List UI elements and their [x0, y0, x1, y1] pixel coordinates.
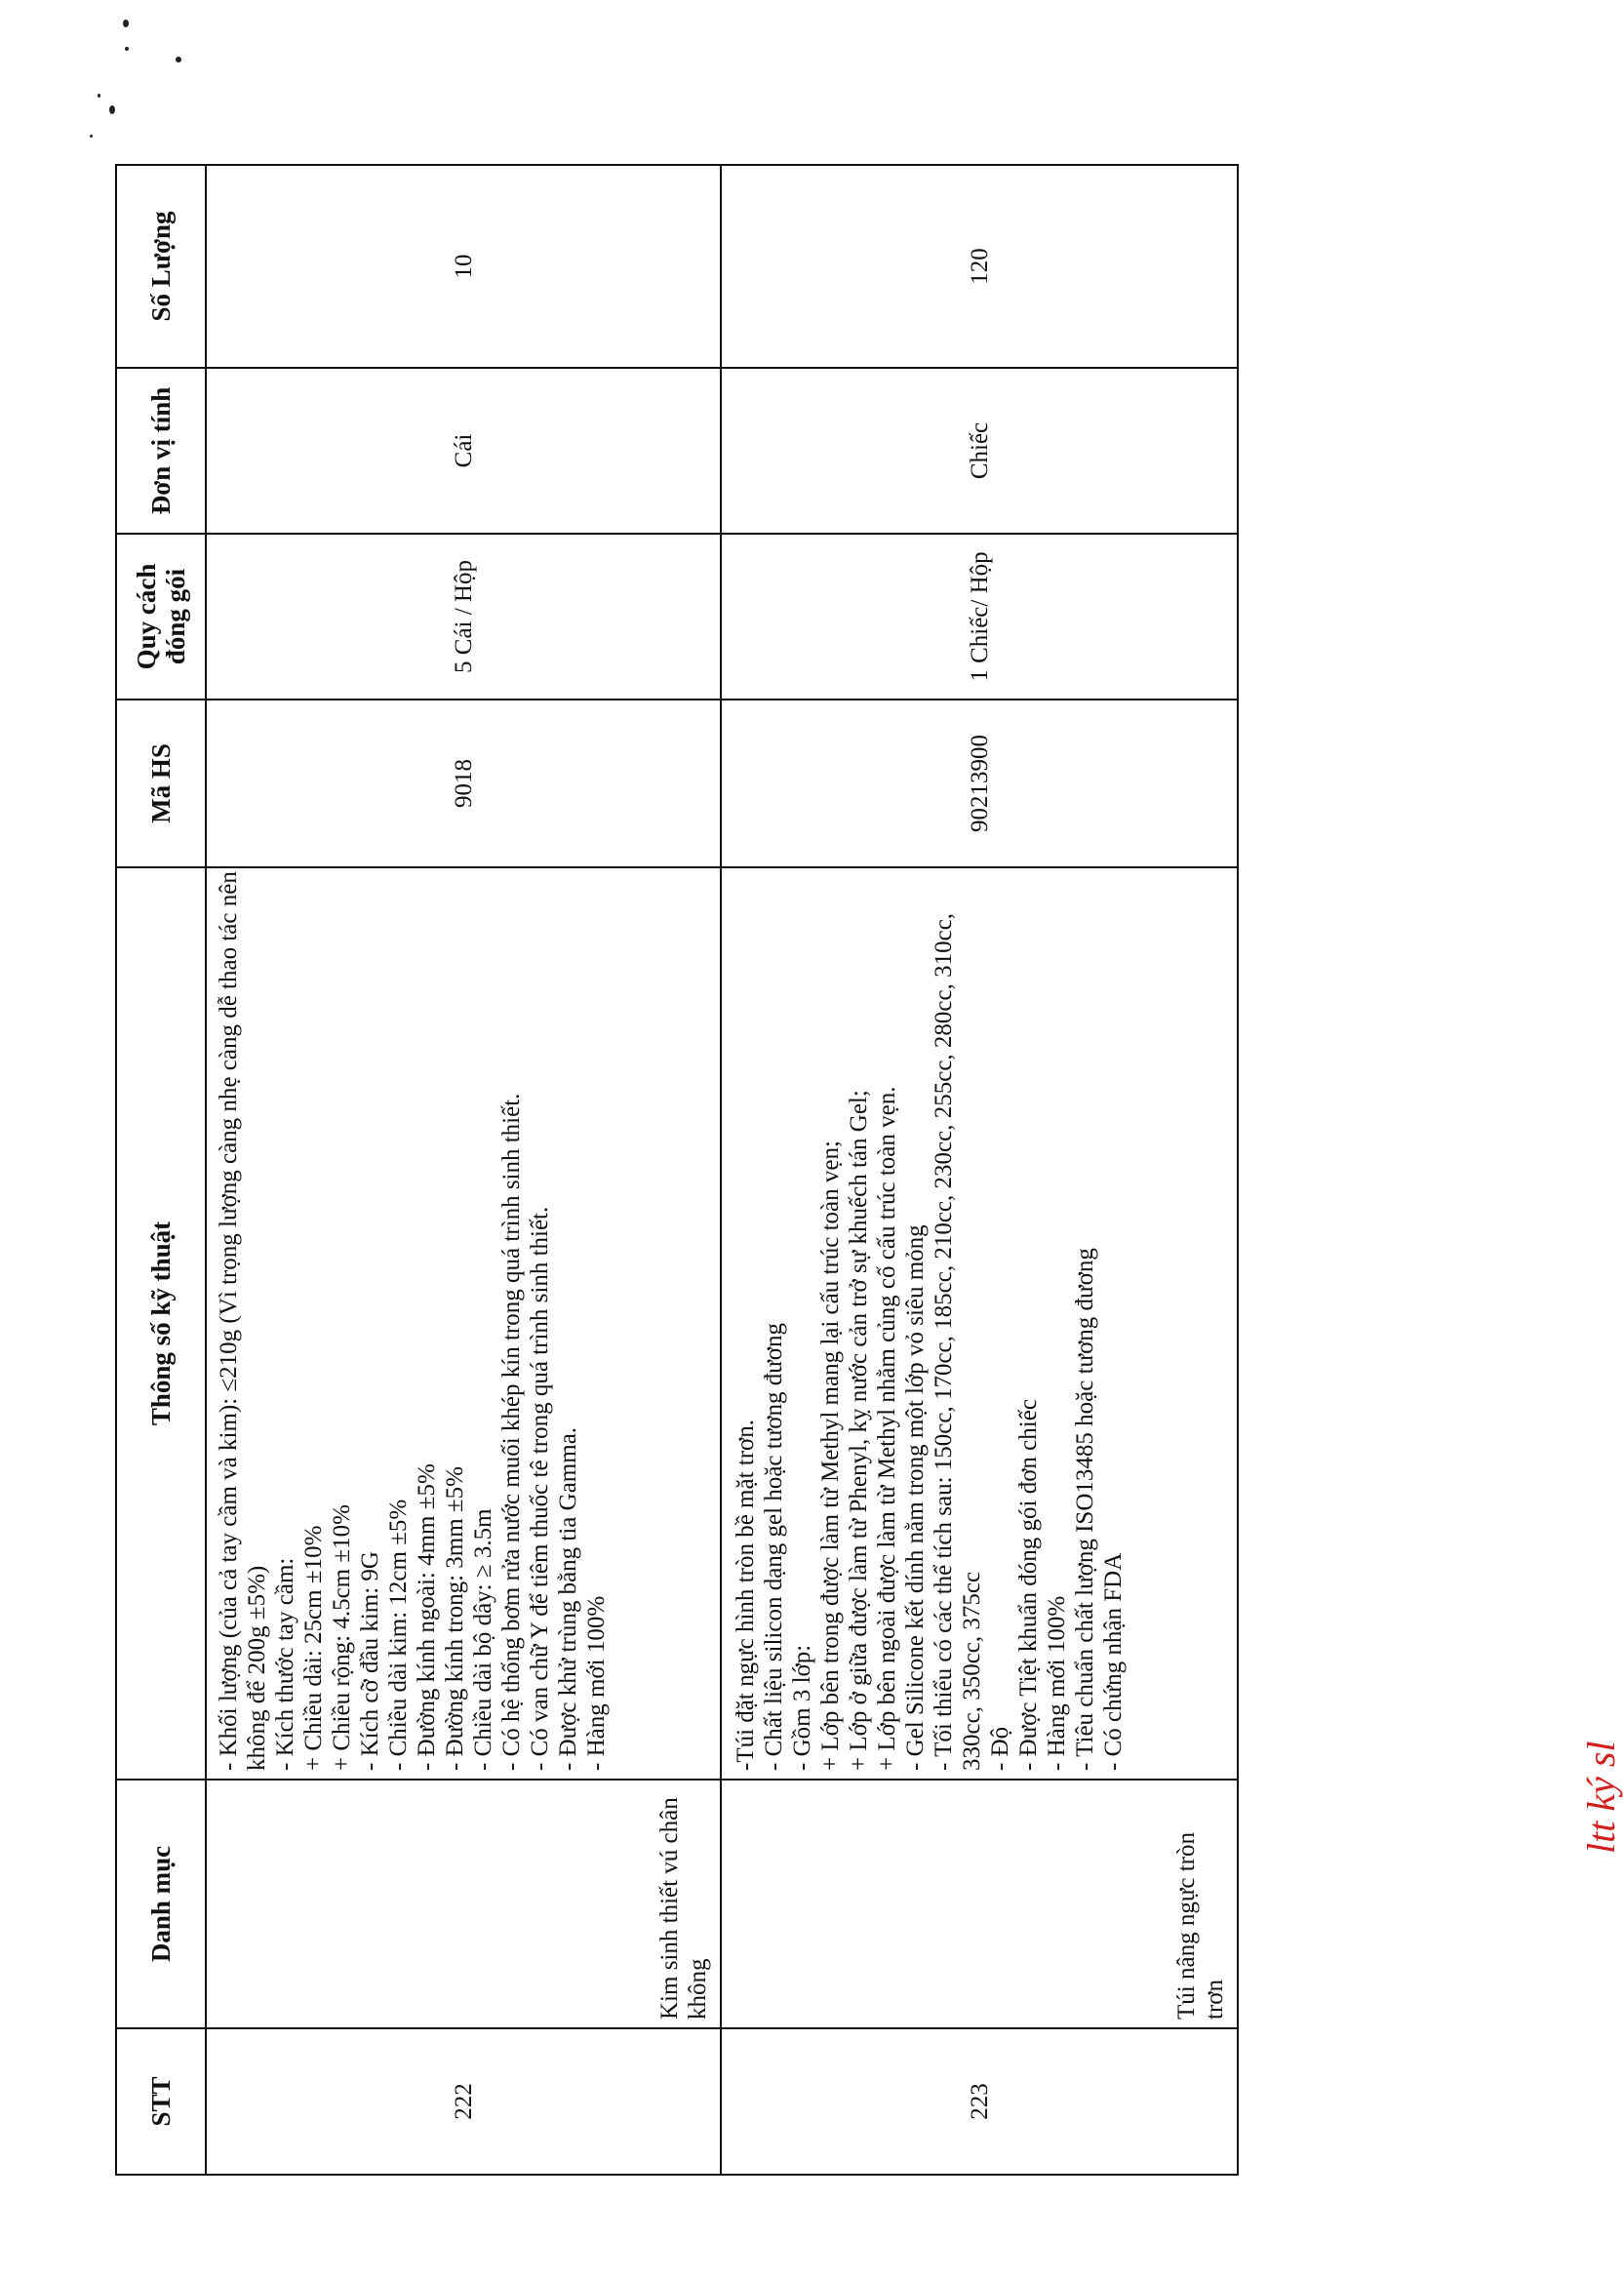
- row-unit: Chiếc: [721, 368, 1238, 534]
- spec-line: -Túi đặt ngực hình tròn bề mặt trơn.: [733, 1419, 759, 1771]
- spec-line: không để 200g ±5%): [244, 1565, 270, 1771]
- row-stt: 222: [206, 2028, 721, 2175]
- header-packaging: Quy cách đóng gói: [116, 534, 206, 700]
- table-row: [721, 165, 1238, 2175]
- equipment-spec-table: [115, 164, 1239, 2176]
- scan-speck: [123, 20, 129, 27]
- header-unit: Đơn vị tính: [116, 368, 206, 534]
- row-category: Túi nâng ngực tròn trơn: [721, 1780, 1238, 2028]
- spec-line: - Đường kính trong: 3mm ±5%: [442, 1466, 468, 1771]
- spec-line: - Tiêu chuẩn chất lượng ISO13485 hoặc tương đương: [1072, 1248, 1098, 1771]
- scan-speck: [176, 57, 181, 62]
- row-category: Kim sinh thiết vú chân không: [206, 1780, 721, 2028]
- spec-line: - Chiều dài bộ dây: ≥ 3.5m: [470, 1508, 496, 1771]
- spec-line: - Độ: [987, 1726, 1013, 1771]
- row-unit: Cái: [206, 368, 721, 534]
- rotated-document-page: [115, 166, 1227, 2176]
- header-hs-code: Mã HS: [116, 700, 206, 867]
- header-spec: Thông số kỹ thuật: [116, 867, 206, 1780]
- header-stt: STT: [116, 2028, 206, 2175]
- spec-line: - Hàng mới 100%: [583, 1595, 610, 1771]
- spec-line: - Khối lượng (của cả tay cầm và kim): ≤210g (Vì trọng lượng càng nhẹ càng dễ thao tác nên: [216, 871, 242, 1771]
- row-hs-code: 9018: [206, 700, 721, 867]
- handwritten-margin-note: ltt ký sl: [1579, 1741, 1623, 1854]
- row-packaging: 5 Cái / Hộp: [206, 534, 721, 700]
- header-quantity: Số Lượng: [116, 165, 206, 368]
- scan-speck: [90, 135, 93, 138]
- spec-line: - Gồm 3 lớp:: [789, 1644, 815, 1771]
- spec-line: - Được khử trùng bằng tia Gamma.: [555, 1426, 581, 1771]
- spec-line: - Có van chữ Y để tiêm thuốc tê trong quá trình sinh thiết.: [527, 1206, 553, 1771]
- row-spec: [721, 867, 1238, 1780]
- scan-speck: [125, 47, 129, 51]
- scan-speck: [98, 94, 100, 98]
- row-spec: [206, 867, 721, 1780]
- row-packaging: 1 Chiếc/ Hộp: [721, 534, 1238, 700]
- spec-line: + Lớp bên trong được làm từ Methyl mang lại cấu trúc toàn vẹn;: [817, 1140, 844, 1771]
- table-header-row: [116, 165, 206, 2175]
- header-category: Danh mục: [116, 1780, 206, 2028]
- spec-line: - Gel Silicone kết dính nằm trong một lớp vỏ siêu mỏng: [902, 1224, 929, 1771]
- spec-line: - Chiều dài kim: 12cm ±5%: [385, 1499, 412, 1771]
- row-hs-code: 90213900: [721, 700, 1238, 867]
- spec-line: - Có hệ thống bơm rửa nước muối khép kín trong quá trình sinh thiết.: [498, 1093, 525, 1771]
- spec-line: - Hàng mới 100%: [1044, 1595, 1070, 1771]
- row-quantity: 120: [721, 165, 1238, 368]
- spec-line: - Đường kính ngoài: 4mm ±5%: [414, 1463, 440, 1771]
- row-quantity: 10: [206, 165, 721, 368]
- spec-line: - Chất liệu silicon dạng gel hoặc tương đương: [761, 1322, 787, 1771]
- spec-line: - Kích cỡ đầu kim: 9G: [357, 1551, 383, 1771]
- scan-speck: [109, 105, 115, 114]
- spec-line: - Có chứng nhận FDA: [1100, 1552, 1127, 1771]
- spec-line: + Lớp ở giữa được làm từ Phenyl, kỵ nước cản trở sự khuếch tán Gel;: [846, 1090, 872, 1771]
- spec-line: 330cc, 350cc, 375cc: [959, 1571, 985, 1771]
- table-row: [206, 165, 721, 2175]
- row-stt: 223: [721, 2028, 1238, 2175]
- spec-line: - Kích thước tay cầm:: [272, 1557, 298, 1771]
- spec-line: + Chiều rộng: 4.5cm ±10%: [329, 1504, 355, 1771]
- spec-line: + Chiều dài: 25cm ±10%: [300, 1525, 327, 1771]
- spec-line: - Được Tiệt khuẩn đóng gói đơn chiếc: [1015, 1399, 1042, 1771]
- spec-line: + Lớp bên ngoài được làm từ Methyl nhằm củng cố cấu trúc toàn vẹn.: [874, 1086, 900, 1771]
- spec-line: - Tối thiểu có các thể tích sau: 150cc, 170cc, 185cc, 210cc, 230cc, 255cc, 280cc, 310cc,: [931, 912, 957, 1771]
